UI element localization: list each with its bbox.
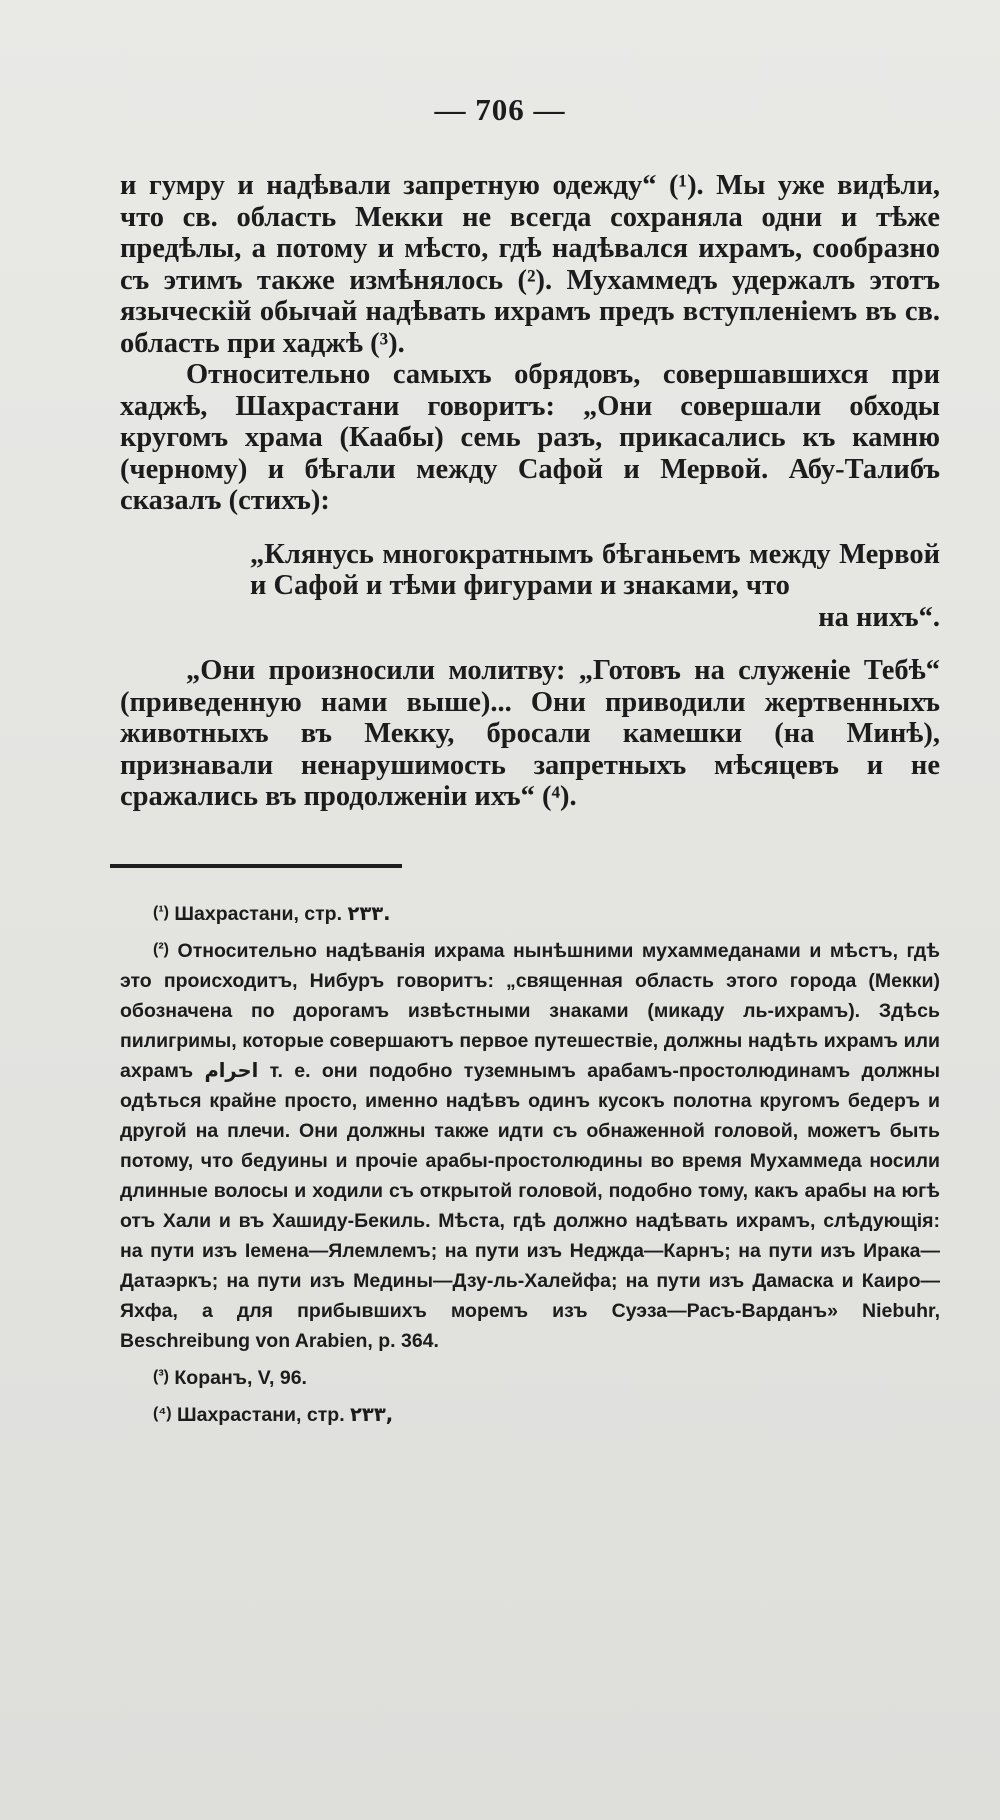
- verse-main: „Клянусь многократнымъ бѣганьемъ между Мервой и Сафой и тѣми фигурами и знаками, что: [250, 538, 940, 601]
- footnote-2-mark: (²): [153, 941, 169, 958]
- footnote-2: [120, 935, 940, 1356]
- page-number: — 706 —: [434, 92, 566, 127]
- footnote-3-text: Коранъ, V, 96.: [174, 1367, 307, 1389]
- footnote-2-text: Относительно надѣванія ихрама нынѣшними мухаммеданами и мѣстъ, гдѣ это происходитъ, Нибуръ говоритъ: „священная область этого города (Мекки) обозначена по дорогамъ извѣстными знаками (микаду ль-ихрамъ). Здѣсь пилигримы, которые совершаютъ первое путешествіе, должны надѣть ихрамъ или ахрамъ: [120, 940, 940, 1082]
- footnote-1: [120, 898, 940, 929]
- footnote-3-mark: (³): [153, 1368, 169, 1385]
- footnote-divider: [110, 864, 402, 868]
- main-text: [120, 170, 940, 813]
- paragraph-1: и гумру и надѣвали запретную одежду“ (¹). Мы уже видѣли, что св. область Мекки не всегда сохраняла одни и тѣже предѣлы, а потому и мѣсто, гдѣ надѣвался ихрамъ, сообразно съ этимъ также измѣнялось (²). Мухаммедъ удержалъ этотъ языческій обычай надѣвать ихрамъ предъ вступленіемъ въ св. область при хаджѣ (³).: [120, 170, 940, 359]
- verse-end: на нихъ“.: [818, 601, 940, 633]
- footnote-4: [120, 1399, 940, 1430]
- footnote-3: [120, 1362, 940, 1393]
- verse-quote: [120, 539, 940, 634]
- footnote-4-text: Шахрастани, стр.: [177, 1404, 345, 1426]
- footnote-4-arabic: ۲۳۳,: [350, 1403, 394, 1426]
- footnote-4-mark: (⁴): [153, 1405, 172, 1422]
- footnotes: [120, 898, 940, 1436]
- paragraph-2: Относительно самыхъ обрядовъ, совершавшихся при хаджѣ, Шахрастани говоритъ: „Они совершали обходы кругомъ храма (Каабы) семь разъ, прикасались къ камню (черному) и бѣгали между Сафой и Мервой. Абу-Талибъ сказалъ (стихъ):: [120, 359, 940, 516]
- paragraph-3: „Они произносили молитву: „Готовъ на служеніе Тебѣ“ (приведенную нами выше)... Они приводили жертвенныхъ животныхъ въ Мекку, бросали камешки (на Минѣ), признавали ненарушимость запретныхъ мѣсяцевъ и не сражались въ продолженіи ихъ“ (⁴).: [120, 655, 940, 812]
- footnote-2-text-continued: т. е. они подобно туземнымъ арабамъ-простолюдинамъ должны одѣться крайне просто, именно надѣвъ одинъ кусокъ полотна кругомъ бедеръ и другой на плечи. Они должны также идти съ обнаженной головой, можетъ быть потому, что бедуины и прочіе арабы-простолюдины во время Мухаммеда носили длинные волосы и ходили съ открытой головой, подобно тому, какъ арабы на югѣ отъ Хали и въ Хашиду-Бекиль. Мѣста, гдѣ должно надѣвать ихрамъ, слѣдующія: на пути изъ Іемена—Ялемлемъ; на пути изъ Неджда—Карнъ; на пути изъ Ирака—Датаэркъ; на пути изъ Медины—Дзу-ль-Халейфа; на пути изъ Дамаска и Каиро—Яхфа, а для прибывшихъ моремъ изъ Суэза—Расъ-Варданъ» Niebuhr, Beschreibung von Arabien, p. 364.: [120, 1060, 940, 1352]
- footnote-1-text: Шахрастани, стр.: [174, 903, 343, 925]
- footnote-1-arabic: ۲۳۳.: [347, 902, 391, 925]
- footnote-2-arabic: احرام: [204, 1059, 259, 1082]
- footnote-1-mark: (¹): [153, 904, 169, 921]
